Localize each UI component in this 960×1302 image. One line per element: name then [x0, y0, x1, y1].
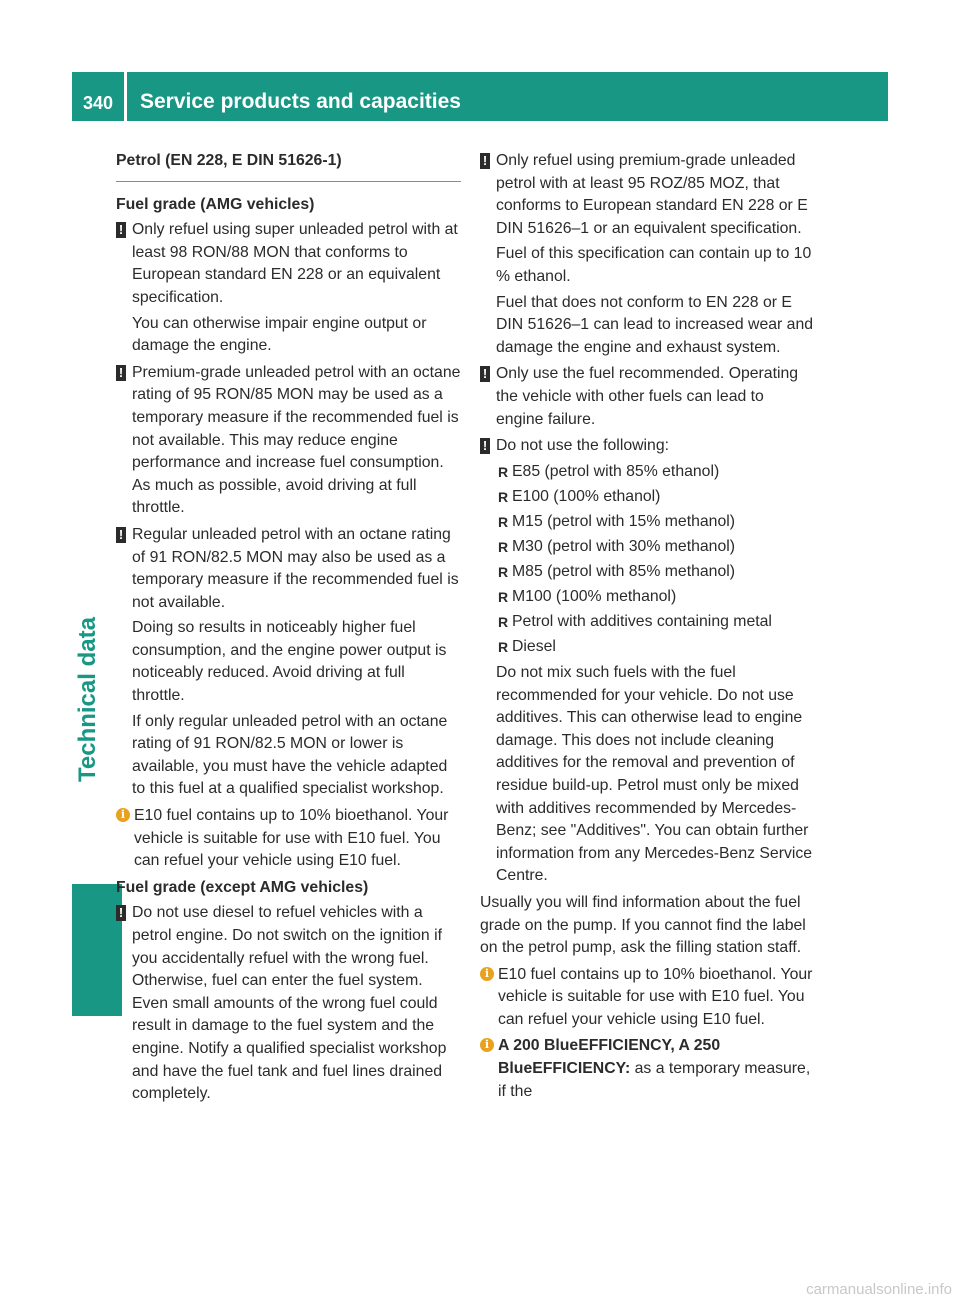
right-column — [480, 150, 815, 1107]
warning-icon: ! — [480, 438, 490, 454]
warning-text: Only refuel using premium-grade unleaded petrol with at least 95 ROZ/85 MOZ, that conforms to European standard EN 228 or E DIN 51626–1 or an equivalent specification. — [496, 152, 808, 237]
page-heading: Petrol (EN 228, E DIN 51626-1) — [116, 150, 461, 182]
warning-text: Doing so results in noticeably higher fuel consumption, and the engine power output is noticeably reduced. Avoid driving at full throttle. — [132, 619, 447, 705]
info-icon: i — [480, 967, 494, 981]
warning-text: Do not use diesel to refuel vehicles with a petrol engine. Do not switch on the ignition if you accidentally refuel with the wrong fuel. Otherwise, fuel can enter the fuel system. Even small amounts of the wrong fuel could result in damage to the fuel system and the engine. Notify a qualified specialist workshop and have the fuel tank and fuel lines drained completely. — [132, 904, 447, 1103]
amg-heading: Fuel grade (AMG vehicles) — [116, 195, 315, 213]
left-column — [116, 150, 461, 1110]
warning-text: Do not use the following: — [496, 437, 669, 455]
warning-icon: ! — [116, 527, 126, 543]
list-item: R M85 (petrol with 85% methanol) — [498, 563, 736, 581]
list-item: R M100 (100% methanol) — [498, 588, 677, 606]
warning-text: Fuel that does not conform to EN 228 or E DIN 51626–1 can lead to increased wear and damage the engine and exhaust system. — [496, 293, 814, 356]
info-continuation: as a temporary measure, if the — [498, 1060, 811, 1100]
info-block — [116, 805, 461, 873]
warning-block — [116, 902, 461, 1105]
list-item: R M15 (petrol with 15% methanol) — [498, 512, 736, 530]
info-block — [480, 1035, 815, 1103]
list-item: R Diesel — [498, 638, 556, 656]
header-divider — [124, 72, 127, 121]
side-tab-block — [72, 884, 122, 1016]
page-number: 340 — [82, 93, 114, 113]
info-block — [480, 964, 815, 1032]
info-text: E10 fuel contains up to 10% bioethanol. Your vehicle is suitable for use with E10 fuel. You can refuel your vehicle using E10 fuel. — [498, 965, 813, 1028]
non-amg-heading: Fuel grade (except AMG vehicles) — [116, 878, 369, 896]
warning-block — [480, 150, 815, 359]
warning-block — [480, 435, 815, 888]
side-tab-label: Technical data — [74, 617, 101, 783]
warning-text: Only refuel using super unleaded petrol with at least 98 RON/88 MON that conforms to European standard EN 228 or an equivalent specification. — [132, 221, 458, 306]
warning-icon: ! — [116, 365, 126, 381]
watermark: carmanualsonline.info — [806, 1281, 952, 1298]
warning-icon: ! — [480, 366, 490, 382]
body-paragraph: Usually you will find information about the fuel grade on the pump. If you cannot find the label on the petrol pump, ask the filling station staff. — [480, 893, 806, 957]
warning-block — [480, 363, 815, 431]
info-text: E10 fuel contains up to 10% bioethanol. Your vehicle is suitable for use with E10 fuel. You can refuel your vehicle using E10 fuel. — [134, 807, 449, 870]
section-title: Service products and capacities — [140, 90, 461, 113]
warning-block — [116, 362, 461, 520]
warning-text: If only regular unleaded petrol with an octane rating of 91 RON/82.5 MON or lower is available, you must have the vehicle adapted to this fuel at a qualified specialist workshop. — [132, 712, 448, 798]
warning-text: Fuel of this specification can contain up to 10 % ethanol. — [496, 245, 812, 285]
warning-icon: ! — [116, 222, 126, 238]
info-icon: i — [480, 1038, 494, 1052]
warning-text: Premium-grade unleaded petrol with an octane rating of 95 RON/85 MON may be used as a temporary measure if the recommended fuel is not available. This may reduce engine performance and increase fuel consumption. As much as possible, avoid driving at full throttle. — [132, 363, 461, 517]
list-item: R E85 (petrol with 85% ethanol) — [498, 462, 720, 480]
info-icon: i — [116, 808, 130, 822]
warning-block — [116, 219, 461, 358]
list-item: R E100 (100% ethanol) — [498, 487, 661, 505]
model-names: A 200 BlueEFFICIENCY, A 250 BlueEFFICIENCY: — [498, 1037, 721, 1078]
prohibited-fuels-list — [496, 461, 815, 659]
list-item: R Petrol with additives containing metal — [498, 613, 772, 631]
list-item: R M30 (petrol with 30% methanol) — [498, 538, 736, 555]
warning-icon: ! — [116, 905, 126, 921]
warning-icon: ! — [480, 153, 490, 169]
warning-text: Do not mix such fuels with the fuel recommended for your vehicle. Do not use additives. This can otherwise lead to engine damage. This does not include cleaning additives for the removal and prevention of residue build-up. Petrol must only be mixed with additives recommended by Mercedes-Benz; see "Additives". You can obtain further information from any Mercedes-Benz Service Centre. — [496, 663, 813, 885]
warning-text: You can otherwise impair engine output or damage the engine. — [132, 314, 427, 355]
info-text — [498, 1035, 815, 1103]
warning-text: Only use the fuel recommended. Operating the vehicle with other fuels can lead to engine failure. — [496, 365, 799, 428]
warning-text: Regular unleaded petrol with an octane rating of 91 RON/82.5 MON may also be used as a temporary measure if the recommended fuel is not available. — [132, 525, 459, 611]
warning-block — [116, 524, 461, 801]
